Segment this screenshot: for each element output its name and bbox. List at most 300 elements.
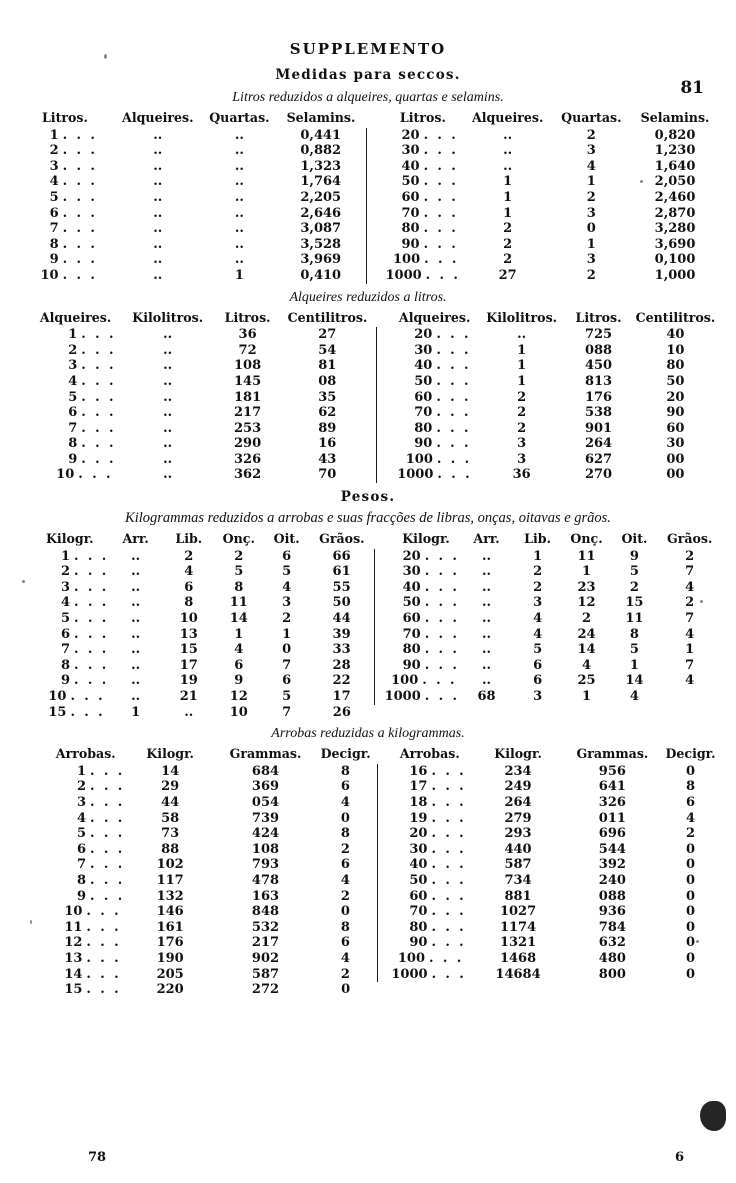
cell: ..	[153, 174, 163, 190]
cell: ..	[234, 252, 244, 268]
column-divider	[377, 842, 387, 858]
cell: ..	[163, 420, 173, 436]
table-block-medidas	[0, 110, 736, 284]
leader-dots: . . .	[90, 888, 125, 904]
cell: ..	[153, 189, 163, 205]
cell: 50	[401, 174, 420, 190]
cell: 2	[503, 252, 513, 268]
cell: 4	[60, 595, 70, 611]
cell: 793	[251, 857, 280, 873]
cell: 88	[161, 841, 180, 857]
cell: ..	[131, 657, 141, 673]
cell: 7	[49, 221, 59, 237]
leader-dots: . . .	[90, 779, 125, 795]
table-row	[18, 421, 722, 437]
leader-dots: . . .	[436, 451, 472, 467]
cell: 8	[685, 779, 696, 795]
cell: 2	[629, 579, 639, 595]
column-divider	[376, 452, 386, 468]
cell: 27	[318, 327, 337, 343]
cell: 0	[685, 888, 696, 904]
cell: 60	[409, 888, 428, 904]
cell: 480	[598, 950, 626, 966]
column-divider	[374, 658, 384, 674]
cell: 532	[251, 919, 280, 935]
cell: 696	[598, 826, 626, 842]
cell	[562, 705, 612, 721]
cell: 7	[60, 642, 70, 658]
cell: 176	[156, 935, 184, 951]
cell: 5	[282, 564, 292, 580]
col-header: Kilolitros.	[486, 309, 558, 325]
table-pesos	[18, 531, 722, 720]
column-divider	[374, 642, 384, 658]
table-row	[18, 564, 722, 580]
leader-dots: . . .	[431, 919, 467, 935]
cell: 6	[234, 657, 244, 673]
leader-dots: . . .	[431, 826, 467, 842]
cell: 25	[577, 673, 596, 689]
cell: 00	[666, 451, 685, 467]
cell: 2	[282, 611, 292, 627]
cell: 108	[251, 841, 280, 857]
cell: 6	[49, 205, 59, 221]
leader-dots: . . .	[74, 657, 109, 673]
col-header: Arr.	[122, 531, 149, 547]
cell: 2	[503, 221, 513, 237]
leader-dots: . . .	[62, 127, 98, 143]
cell: 1	[503, 174, 513, 190]
cell: 1	[49, 127, 59, 143]
cell: 1,000	[654, 267, 696, 283]
cell: 50	[414, 373, 433, 389]
table-row	[18, 982, 722, 998]
table-row	[18, 452, 722, 468]
cell: 14	[577, 642, 596, 658]
cell: 627	[584, 451, 613, 467]
cell: 2	[517, 405, 527, 421]
cell: 0	[685, 966, 696, 982]
cell: 176	[584, 389, 613, 405]
table-row	[18, 206, 722, 222]
cell: 6	[685, 794, 696, 810]
cell: ..	[163, 436, 173, 452]
cell: 2	[533, 564, 543, 580]
cell	[470, 982, 565, 998]
column-divider	[374, 689, 384, 705]
leader-dots: . . .	[74, 673, 109, 689]
column-divider	[376, 310, 386, 328]
cell: 1	[685, 642, 695, 658]
cell: 5	[68, 389, 78, 405]
cell: 0	[586, 221, 596, 237]
cell: 440	[504, 841, 532, 857]
cell: 36	[238, 327, 257, 343]
col-header: Grammas.	[576, 746, 649, 762]
cell: 4	[586, 158, 596, 174]
cell: ..	[234, 189, 244, 205]
column-divider	[377, 746, 387, 764]
table-header-row	[18, 531, 722, 549]
speck	[640, 180, 643, 183]
cell: 13	[64, 950, 83, 966]
table-row	[18, 467, 722, 483]
column-divider	[377, 873, 387, 889]
cell: 8	[60, 657, 70, 673]
cell: 30	[666, 436, 685, 452]
cell: 3	[586, 143, 596, 159]
col-header: Decigr.	[320, 746, 371, 762]
cell: 1	[629, 657, 639, 673]
cell: 2	[76, 779, 86, 795]
leader-dots: . . .	[436, 436, 471, 452]
cell: 100	[393, 252, 421, 268]
cell: 30	[402, 564, 421, 580]
leader-dots: . . .	[90, 826, 125, 842]
column-divider	[367, 268, 377, 284]
cell: 6	[76, 841, 86, 857]
col-header: Kilogr.	[494, 746, 542, 762]
leader-dots: . . .	[81, 327, 116, 343]
cell: 3,528	[300, 236, 342, 252]
column-divider	[374, 549, 384, 565]
cell: ..	[482, 673, 492, 689]
cell: 9	[68, 451, 78, 467]
cell: 901	[584, 420, 613, 436]
cell: 55	[332, 579, 351, 595]
cell: 100	[397, 950, 426, 966]
leader-dots: . . .	[425, 267, 461, 283]
cell: 6	[282, 673, 292, 689]
cell: 1321	[499, 935, 537, 951]
cell: 6	[340, 935, 350, 951]
cell: 3,690	[654, 236, 696, 252]
leader-dots: . . .	[86, 919, 122, 935]
cell: ..	[163, 327, 173, 343]
leader-dots: . . .	[424, 657, 460, 673]
cell: 9	[60, 673, 70, 689]
cell: 2	[340, 888, 350, 904]
leader-dots: . . .	[70, 689, 106, 704]
cell: 2	[685, 595, 695, 611]
column-divider	[377, 857, 387, 873]
leader-dots: . . .	[90, 763, 125, 779]
cell: 587	[251, 966, 280, 982]
cell: 3	[68, 358, 78, 374]
cell: 7	[685, 657, 695, 673]
cell: 2	[517, 389, 527, 405]
table-row	[18, 268, 722, 284]
cell: 011	[598, 810, 626, 826]
cell: 0,410	[300, 267, 342, 283]
cell: 90	[402, 657, 421, 673]
col-header: Arr.	[473, 531, 500, 547]
cell: 270	[584, 467, 613, 483]
cell: 0	[685, 935, 696, 951]
cell: 054	[251, 794, 280, 810]
section-title-pesos: Pesos.	[340, 489, 396, 506]
col-header: Kilogr.	[402, 531, 450, 547]
cell: 20	[409, 826, 428, 842]
column-divider	[377, 795, 387, 811]
cell: 3,969	[300, 252, 342, 268]
cell: 10	[179, 611, 198, 627]
cell: 2	[586, 189, 596, 205]
column-divider	[374, 673, 384, 689]
table-row	[18, 673, 722, 689]
cell: 8	[340, 763, 350, 779]
cell: 89	[318, 420, 337, 436]
leader-dots: . . .	[86, 904, 122, 920]
cell: 5	[629, 564, 639, 580]
leader-dots: . . .	[424, 595, 460, 611]
leader-dots: . . .	[436, 389, 471, 405]
cell: 784	[598, 919, 626, 935]
cell: 3	[60, 579, 70, 595]
leader-dots: . . .	[90, 857, 125, 873]
table-row	[18, 967, 722, 983]
cell: ..	[482, 564, 492, 580]
cell: 2	[68, 342, 78, 358]
cell: 684	[251, 763, 280, 779]
column-divider	[367, 237, 377, 253]
cell: 326	[598, 794, 626, 810]
cell: 1468	[499, 950, 537, 966]
cell: 60	[401, 189, 420, 205]
cell: 50	[402, 595, 421, 611]
cell: 10	[56, 467, 75, 483]
cell: 2	[533, 579, 543, 595]
cell: 70	[414, 405, 433, 421]
leader-dots: . . .	[90, 810, 125, 826]
column-divider	[376, 358, 386, 374]
cell: 19	[179, 673, 198, 689]
cell: 4	[685, 810, 696, 826]
cell: 3	[517, 451, 527, 467]
cell: 7	[685, 611, 695, 627]
cell: 1000	[385, 267, 422, 283]
cell: 0	[685, 919, 696, 935]
column-divider	[377, 826, 387, 842]
leader-dots: . . .	[431, 935, 467, 951]
cell: 2	[517, 420, 527, 436]
leader-dots: . . .	[424, 252, 459, 268]
cell: 29	[161, 779, 180, 795]
cell: 272	[251, 982, 280, 998]
speck	[22, 580, 25, 583]
document-title: SUPPLEMENTO	[289, 40, 447, 58]
cell: ..	[153, 252, 163, 268]
table-row	[18, 904, 722, 920]
document-page	[0, 40, 736, 1183]
column-divider	[377, 889, 387, 905]
leader-dots: . . .	[62, 143, 98, 159]
cell: 60	[666, 420, 685, 436]
cell: 0	[685, 763, 696, 779]
cell: ..	[163, 342, 173, 358]
cell: 641	[598, 779, 626, 795]
cell: 1	[517, 373, 527, 389]
cell: 72	[238, 342, 257, 358]
cell: 1	[517, 342, 527, 358]
table-row	[18, 658, 722, 674]
leader-dots: . . .	[62, 158, 98, 174]
cell: 30	[414, 342, 433, 358]
table-row	[18, 779, 722, 795]
leader-dots: . . .	[436, 342, 471, 358]
cell: 102	[156, 857, 184, 873]
cell: 217	[234, 405, 262, 421]
cell: 146	[156, 904, 184, 920]
cell: 80	[414, 420, 433, 436]
leader-dots: . . .	[431, 794, 467, 810]
cell: 61	[332, 564, 351, 580]
cell: ..	[131, 689, 141, 704]
cell: 8	[340, 919, 350, 935]
cell: 6	[533, 673, 543, 689]
column-divider	[377, 764, 387, 780]
table-row	[18, 390, 722, 406]
cell: 2	[49, 143, 59, 159]
cell: ..	[131, 642, 141, 658]
column-divider	[374, 705, 384, 721]
cell: 11	[625, 611, 644, 627]
cell: 190	[156, 950, 184, 966]
cell: 12	[577, 595, 596, 611]
cell: 6	[60, 626, 70, 642]
column-divider	[377, 935, 387, 951]
cell: 9	[629, 548, 639, 564]
cell: 1	[586, 174, 596, 190]
cell: 1	[503, 205, 513, 221]
leader-dots: . . .	[424, 548, 460, 564]
cell: ..	[234, 158, 244, 174]
cell: ..	[131, 595, 141, 611]
cell: 725	[584, 327, 613, 343]
cell	[566, 982, 659, 998]
cell: 4	[340, 872, 350, 888]
leader-dots: . . .	[423, 158, 459, 174]
table-row	[18, 642, 722, 658]
leader-dots: . . .	[81, 405, 116, 421]
cell: 088	[584, 342, 613, 358]
cell: 0,441	[300, 127, 342, 143]
cell	[387, 982, 470, 998]
table-row	[18, 935, 722, 951]
table-row	[18, 128, 722, 144]
cell: 8	[76, 872, 86, 888]
table-row	[18, 705, 722, 721]
cell: 0	[685, 950, 696, 966]
cell: 0	[340, 904, 350, 920]
cell: 8	[49, 236, 59, 252]
table-block-arrobas	[0, 746, 736, 998]
cell: 734	[504, 872, 532, 888]
cell: 936	[598, 904, 626, 920]
cell: 12	[64, 935, 83, 951]
cell: 956	[598, 763, 626, 779]
cell: 1,230	[654, 143, 696, 159]
table-row	[18, 920, 722, 936]
table-header-row	[18, 310, 722, 328]
cell: 1	[76, 763, 86, 779]
column-divider	[367, 128, 377, 144]
cell: 220	[156, 982, 184, 998]
column-divider	[377, 951, 387, 967]
leader-dots: . . .	[62, 189, 98, 205]
table-body-alqueires	[18, 327, 722, 483]
cell: 4	[340, 950, 350, 966]
table-alqueires	[18, 310, 722, 484]
table-row	[18, 405, 722, 421]
cell: 70	[318, 467, 337, 483]
cell: 1,764	[300, 174, 342, 190]
cell: 2,050	[654, 174, 696, 190]
cell: 11	[229, 595, 248, 611]
col-header: Onç.	[222, 531, 255, 547]
cell: 2	[586, 267, 596, 283]
col-header: Arrobas.	[399, 746, 460, 762]
leader-dots: . . .	[423, 189, 459, 205]
cell: 800	[598, 966, 626, 982]
column-divider	[374, 564, 384, 580]
cell: 15	[48, 704, 67, 720]
leader-dots: . . .	[436, 420, 471, 436]
cell: 39	[332, 626, 351, 642]
table-row	[18, 327, 722, 343]
cell: 264	[584, 436, 613, 452]
cell: 36	[512, 467, 531, 483]
col-header: Lib.	[524, 531, 551, 547]
cell: 2	[685, 548, 695, 564]
cell	[460, 705, 514, 721]
table-row	[18, 343, 722, 359]
cell: 2	[503, 236, 513, 252]
cell: 108	[234, 358, 262, 374]
leader-dots: . . .	[74, 548, 109, 564]
table-row	[18, 764, 722, 780]
cell: ..	[234, 205, 244, 221]
col-header: Litros.	[399, 110, 446, 125]
cell: 6	[282, 548, 292, 564]
table-row	[18, 221, 722, 237]
page-number: 81	[680, 78, 704, 98]
col-header: Lib.	[175, 531, 203, 547]
cell: ..	[517, 327, 527, 343]
table-header-row	[18, 746, 722, 764]
leader-dots: . . .	[86, 982, 122, 998]
column-divider	[367, 174, 377, 190]
table-arrobas	[18, 746, 722, 998]
cell: 7	[282, 704, 292, 720]
cell: ..	[153, 221, 163, 237]
cell: ..	[482, 595, 492, 611]
cell: 30	[401, 143, 420, 159]
table-row	[18, 951, 722, 967]
cell: 2	[582, 611, 592, 627]
cell: 8	[629, 626, 639, 642]
cell: 15	[625, 595, 644, 611]
col-header: Selamins.	[286, 110, 356, 125]
col-header: Oit.	[273, 531, 300, 547]
table-row	[18, 252, 722, 268]
cell: 10	[229, 704, 248, 720]
cell: 1	[234, 267, 244, 283]
cell: 2	[184, 548, 194, 564]
cell: 240	[598, 872, 626, 888]
leader-dots: . . .	[431, 904, 467, 920]
column-divider	[376, 327, 386, 343]
